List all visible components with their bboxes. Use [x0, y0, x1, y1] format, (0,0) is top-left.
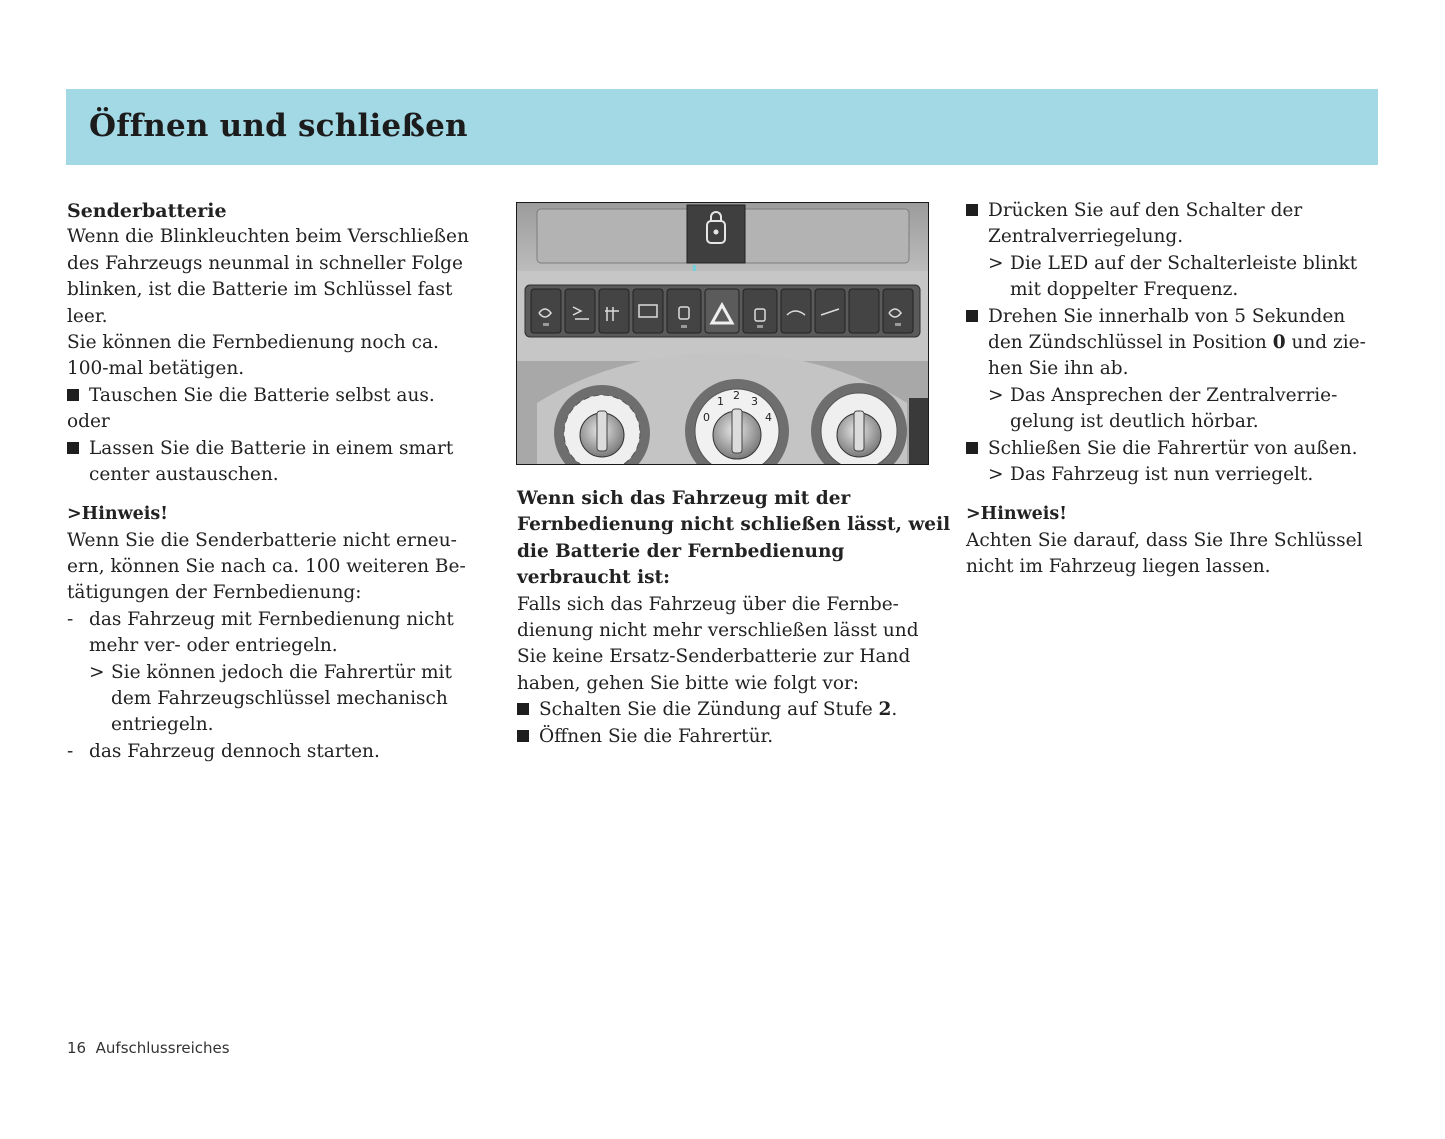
result-item: > Das Ansprechen der Zentralverrie-	[966, 383, 1386, 409]
page-footer	[67, 1039, 230, 1057]
note-line: Wenn Sie die Senderbatterie nicht erneu-	[67, 529, 457, 551]
step-item: Drücken Sie auf den Schalter der	[966, 198, 1386, 224]
intro-line: des Fahrzeugs neunmal in schneller Folge	[67, 252, 463, 274]
square-bullet-icon	[517, 730, 529, 742]
result-item: > Die LED auf der Schalterleiste blinkt	[966, 251, 1386, 277]
step-item-continued: Zentralverriegelung.	[988, 226, 1184, 248]
note-label: >Hinweis!	[67, 504, 168, 525]
dash-marker: -	[67, 740, 74, 762]
result-marker: >	[988, 463, 1004, 485]
step-item-continued: center austauschen.	[89, 463, 279, 485]
step-item: Lassen Sie die Batterie in einem smart	[67, 436, 487, 462]
section-heading: Senderbatterie	[67, 200, 227, 222]
or-text: oder	[67, 411, 110, 433]
square-bullet-icon	[67, 442, 79, 454]
dash-marker: -	[67, 608, 74, 630]
svg-text:2: 2	[733, 389, 740, 402]
svg-text:4: 4	[765, 411, 772, 424]
step-item: Tauschen Sie die Batterie selbst aus.	[67, 383, 487, 409]
note-line: ern, können Sie nach ca. 100 weiteren Be-	[67, 556, 466, 578]
result-item: > Das Fahrzeug ist nun verriegelt.	[966, 462, 1386, 488]
note-line: Achten Sie darauf, dass Sie Ihre Schlüssel	[966, 529, 1363, 551]
intro-line: leer.	[67, 305, 108, 327]
middle-column	[517, 486, 951, 750]
result-marker: >	[988, 384, 1004, 406]
body-line: haben, gehen Sie bitte wie folgt vor:	[517, 672, 860, 694]
left-column	[67, 198, 487, 765]
dashboard-illustration	[517, 203, 928, 464]
footer-section-label: Aufschlussreiches	[95, 1039, 230, 1057]
step-item-continued: den Zündschlüssel in Position 0 und zie-	[988, 331, 1366, 353]
result-item-continued: entriegeln.	[111, 714, 214, 736]
dash-item: - das Fahrzeug dennoch starten.	[67, 739, 487, 765]
note-line: tätigungen der Fernbedienung:	[67, 582, 362, 604]
dashboard-switch-panel-figure	[516, 202, 929, 465]
step-item: Öffnen Sie die Fahrertür.	[517, 724, 937, 750]
page-number: 16	[67, 1039, 87, 1057]
note-line: nicht im Fahrzeug liegen lassen.	[966, 556, 1271, 578]
result-item-continued: dem Fahrzeugschlüssel mechanisch	[111, 688, 448, 710]
square-bullet-icon	[966, 310, 978, 322]
square-bullet-icon	[67, 389, 79, 401]
body-line: Falls sich das Fahrzeug über die Fernbe-	[517, 593, 899, 615]
svg-text:1: 1	[717, 395, 724, 408]
bold-intro-line: Wenn sich das Fahrzeug mit der	[517, 488, 851, 509]
body-line: dienung nicht mehr verschließen lässt und	[517, 619, 919, 641]
result-item: > Sie können jedoch die Fahrertür mit	[67, 660, 487, 686]
intro-line: blinken, ist die Batterie im Schlüssel fast	[67, 279, 453, 301]
step-item-continued: hen Sie ihn ab.	[988, 358, 1129, 380]
note-label: >Hinweis!	[966, 504, 1067, 525]
result-item-continued: mit doppelter Frequenz.	[1010, 279, 1239, 301]
square-bullet-icon	[966, 204, 978, 216]
header-band	[66, 89, 1378, 165]
dash-item: - das Fahrzeug mit Fernbedienung nicht	[67, 607, 487, 633]
intro-line: Wenn die Blinkleuchten beim Verschließen	[67, 226, 469, 248]
svg-text:3: 3	[751, 395, 758, 408]
intro-line: Sie können die Fernbedienung noch ca.	[67, 331, 439, 353]
square-bullet-icon	[517, 703, 529, 715]
dash-item-continued: mehr ver- oder entriegeln.	[89, 635, 338, 657]
right-column	[966, 198, 1386, 580]
svg-text:0: 0	[703, 411, 710, 424]
bold-intro-line: Fernbedienung nicht schließen lässt, weil	[517, 514, 951, 536]
step-item: Schalten Sie die Zündung auf Stufe 2.	[517, 697, 937, 723]
result-marker: >	[988, 252, 1004, 274]
body-line: Sie keine Ersatz-Senderbatterie zur Hand	[517, 646, 911, 668]
square-bullet-icon	[966, 442, 978, 454]
step-item: Drehen Sie innerhalb von 5 Sekunden	[966, 304, 1386, 330]
page-title: Öffnen und schließen	[89, 108, 468, 144]
step-item: Schließen Sie die Fahrertür von außen.	[966, 436, 1386, 462]
result-item-continued: gelung ist deutlich hörbar.	[1010, 411, 1259, 433]
bold-intro-line: verbraucht ist:	[517, 567, 670, 589]
result-marker: >	[89, 661, 105, 683]
intro-line: 100-mal betätigen.	[67, 358, 245, 380]
bold-intro-line: die Batterie der Fernbedienung	[517, 540, 845, 562]
